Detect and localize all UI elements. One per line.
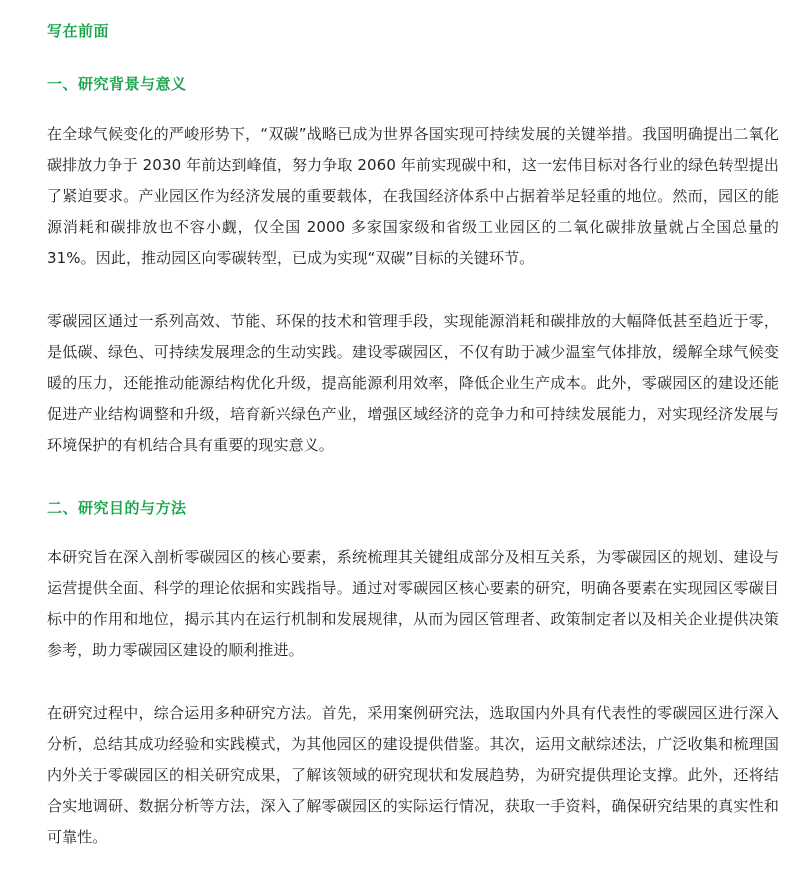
paragraph-background-1: 在全球气候变化的严峻形势下，“双碳”战略已成为世界各国实现可持续发展的关键举措。我国明确提出二氧化碳排放力争于 2030 年前达到峰值，努力争取 2060 年前实现碳中和，这一宏伟目标对各行业的绿色转型提出了紧迫要求。产业园区作为经济发展的重要载体，在我国经济体系中占据着举足轻重的地位。然而，园区的能源消耗和碳排放也不容小觑，仅全国 2000 多家国家级和省级工业园区的二氧化碳排放量就占全国总量的 31%。因此，推动园区向零碳转型，已成为实现“双碳”目标的关键环节。 [47,125,779,267]
paragraph-purpose-1: 本研究旨在深入剖析零碳园区的核心要素，系统梳理其关键组成部分及相互关系，为零碳园区的规划、建设与运营提供全面、科学的理论依据和实践指导。通过对零碳园区核心要素的研究，明确各要素在实现园区零碳目标中的作用和地位，揭示其内在运行机制和发展规律，从而为园区管理者、政策制定者以及相关企业提供决策参考，助力零碳园区建设的顺利推进。 [47,548,779,659]
paragraph-purpose-2: 在研究过程中，综合运用多种研究方法。首先，采用案例研究法，选取国内外具有代表性的零碳园区进行深入分析，总结其成功经验和实践模式，为其他园区的建设提供借鉴。其次，运用文献综述法，广泛收集和梳理国内外关于零碳园区的相关研究成果，了解该领域的研究现状和发展趋势，为研究提供理论支撑。此外，还将结合实地调研、数据分析等方法，深入了解零碳园区的实际运行情况，获取一手资料，确保研究结果的真实性和可靠性。 [47,704,779,846]
preface-title: 写在前面 [47,22,110,40]
section-heading-purpose: 二、研究目的与方法 [47,499,187,517]
section-heading-background: 一、研究背景与意义 [47,75,187,93]
paragraph-background-2: 零碳园区通过一系列高效、节能、环保的技术和管理手段，实现能源消耗和碳排放的大幅降低甚至趋近于零，是低碳、绿色、可持续发展理念的生动实践。建设零碳园区，不仅有助于减少温室气体排放，缓解全球气候变暖的压力，还能推动能源结构优化升级，提高能源利用效率，降低企业生产成本。此外，零碳园区的建设还能促进产业结构调整和升级，培育新兴绿色产业，增强区域经济的竞争力和可持续发展能力，对实现经济发展与环境保护的有机结合具有重要的现实意义。 [47,312,779,454]
